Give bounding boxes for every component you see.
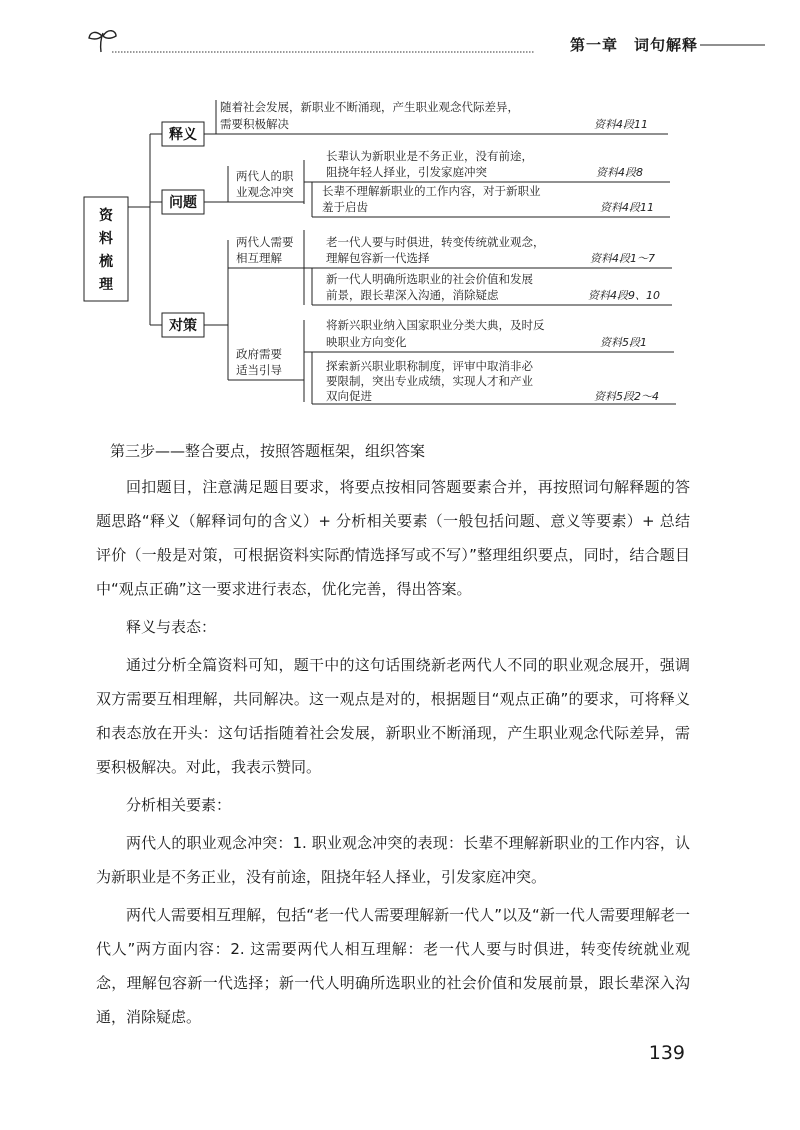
leaf-text: 将新兴职业纳入国家职业分类大典，及时反 <box>326 318 545 332</box>
leaf-text: 老一代人要与时俱进，转变传统就业观念， <box>326 235 545 249</box>
leaf-text: 探索新兴职业职称制度，评审中取消非必 <box>326 359 533 373</box>
leaf-text: 随着社会发展，新职业不断涌现，产生职业观念代际差异， <box>220 100 519 114</box>
root-char-2: 料 <box>99 231 113 247</box>
sub-node-text: 两代人需要 <box>236 235 294 249</box>
body-text <box>96 470 690 1034</box>
root-char-3: 梳 <box>99 254 113 270</box>
root-char-4: 理 <box>99 277 113 293</box>
sub-node-text: 相互理解 <box>236 251 282 265</box>
chapter-title: 第一章 词句解释 <box>569 36 698 54</box>
leaf-text: 新一代人明确所选职业的社会价值和发展 <box>326 272 533 286</box>
leaf-source: 资料4段1～7 <box>590 252 655 265</box>
branch-label-problem: 问题 <box>169 195 197 211</box>
sub-node-text: 适当引导 <box>236 363 282 377</box>
leaf-text: 长辈认为新职业是不务正业，没有前途， <box>326 149 533 163</box>
sprout-icon <box>89 31 116 52</box>
leaf-source: 资料4段11 <box>600 201 654 214</box>
paragraph: 通过分析全篇资料可知，题干中的这句话围绕新老两代人不同的职业观念展开，强调双方需要互相理解，共同解决。这一观点是对的，根据题目“观点正确”的要求，可将释义和表态放在开头：这句话指随着社会发展，新职业不断涌现，产生职业观念代际差异，需要积极解决。对此，我表示赞同。 <box>96 656 690 776</box>
leaf-text: 映职业方向变化 <box>326 335 407 349</box>
leaf-text: 需要积极解决 <box>220 117 289 131</box>
leaf-text: 双向促进 <box>326 389 372 403</box>
page-number: 139 <box>648 1042 685 1064</box>
branch-label-countermeasure: 对策 <box>169 318 197 334</box>
page-header <box>0 0 800 70</box>
paragraph: 两代人的职业观念冲突：1. 职业观念冲突的表现：长辈不理解新职业的工作内容，认为新职业是不务正业，没有前途，阻挠年轻人择业，引发家庭冲突。 <box>96 834 690 886</box>
leaf-source: 资料5段2～4 <box>594 390 659 403</box>
leaf-text: 理解包容新一代选择 <box>326 251 430 265</box>
leaf-text: 阻挠年轻人择业，引发家庭冲突 <box>326 165 487 179</box>
leaf-source: 资料5段1 <box>600 336 647 349</box>
material-mind-map <box>0 80 800 420</box>
step-heading: 第三步——整合要点，按照答题框架，组织答案 <box>110 442 426 460</box>
leaf-source: 资料4段9、10 <box>588 289 660 302</box>
paragraph: 回扣题目，注意满足题目要求，将要点按相同答题要素合并，再按照词句解释题的答题思路“释义（解释词句的含义）+ 分析相关要素（一般包括问题、意义等要素）+ 总结评价（一般是对策，可根据资料实际酌情选择写或不写）”整理组织要点，同时，结合题目中“观点正确”这一要求进行表态，优化完善，得出答案。 <box>96 478 690 598</box>
paragraph: 两代人需要相互理解，包括“老一代人需要理解新一代人”以及“新一代人需要理解老一代人”两方面内容：2. 这需要两代人相互理解：老一代人要与时俱进，转变传统就业观念，理解包容新一代选择；新一代人明确所选职业的社会价值和发展前景，跟长辈深入沟通，消除疑虑。 <box>96 906 690 1026</box>
sub-node-text: 政府需要 <box>236 347 282 361</box>
leaf-source: 资料4段8 <box>596 166 643 179</box>
paragraph-subheading: 释义与表态： <box>126 618 217 636</box>
leaf-text: 要限制，突出专业成绩，实现人才和产业 <box>326 374 533 388</box>
sub-node-text: 业观念冲突 <box>236 185 294 199</box>
leaf-text: 长辈不理解新职业的工作内容，对于新职业 <box>322 184 541 198</box>
sub-node-text: 两代人的职 <box>236 169 294 183</box>
leaf-source: 资料4段11 <box>594 118 648 131</box>
leaf-text: 前景，跟长辈深入沟通，消除疑虑 <box>326 288 499 302</box>
leaf-text: 羞于启齿 <box>322 200 368 214</box>
root-char-1: 资 <box>99 208 113 224</box>
paragraph-subheading: 分析相关要素： <box>126 796 232 814</box>
branch-label-explanation: 释义 <box>169 127 197 143</box>
